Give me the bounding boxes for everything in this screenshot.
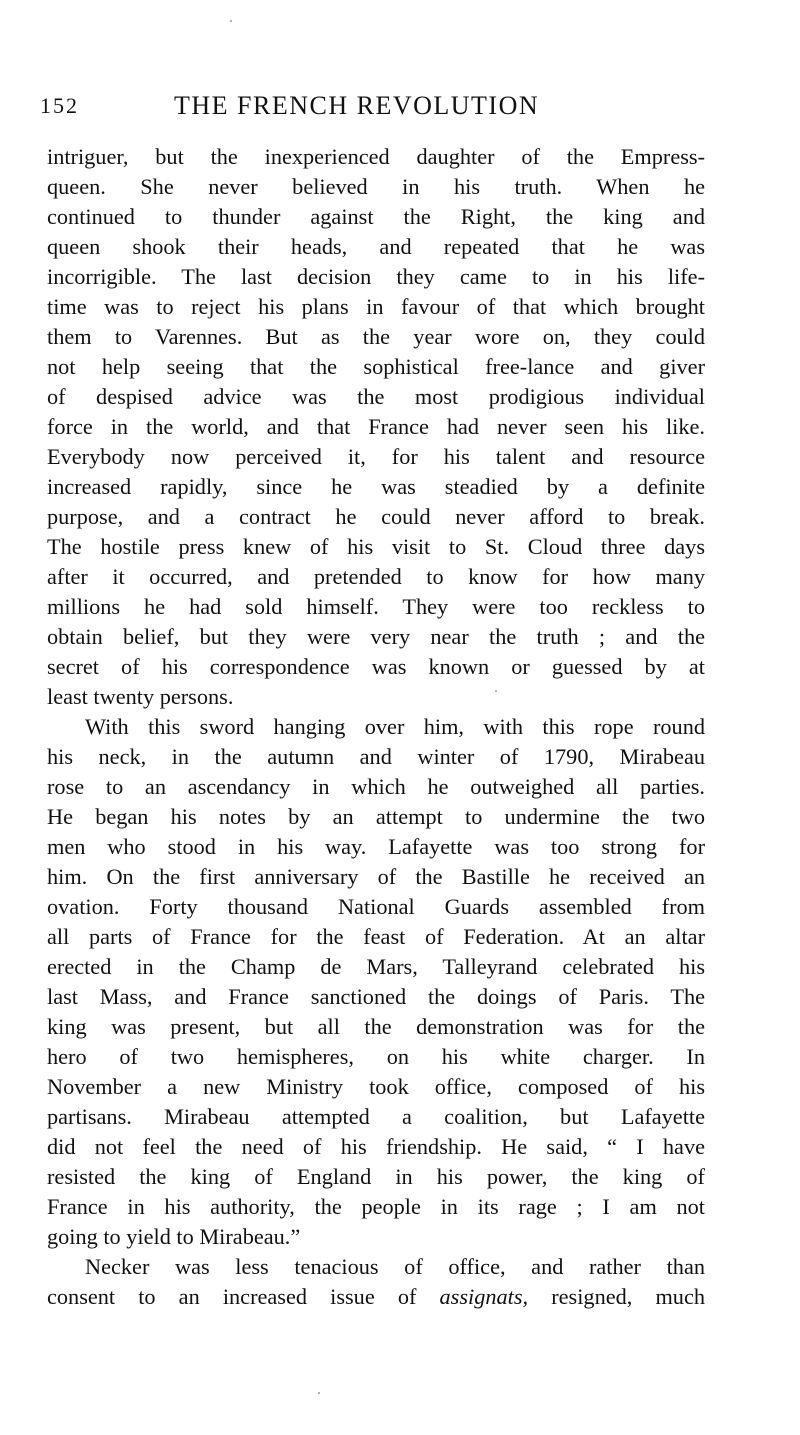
text-line: intriguer, but the inexperienced daughter of the Empress-	[47, 144, 705, 169]
page-number: 152	[40, 93, 79, 118]
text-line: time was to reject his plans in favour of that which brought	[47, 294, 705, 319]
text-line: secret of his correspondence was known or guessed by at	[47, 654, 705, 679]
text-line: not help seeing that the sophistical free-lance and giver	[47, 354, 705, 379]
text-line: queen shook their heads, and repeated that he was	[47, 234, 705, 259]
text-line: king was present, but all the demonstration was for the	[47, 1014, 705, 1039]
text-line: rose to an ascendancy in which he outweighed all parties.	[47, 774, 705, 799]
text-line: partisans. Mirabeau attempted a coalition, but Lafayette	[47, 1104, 705, 1129]
text-line: ovation. Forty thousand National Guards assembled from	[47, 894, 705, 919]
text-line: last Mass, and France sanctioned the doings of Paris. The	[47, 984, 705, 1009]
text-line: continued to thunder against the Right, the king and	[47, 204, 705, 229]
paragraph-start-line: Necker was less tenacious of office, and rather than	[85, 1254, 705, 1279]
text-line: queen. She never believed in his truth. When he	[47, 174, 705, 199]
text-line: of despised advice was the most prodigious individual	[47, 384, 705, 409]
text-line: resisted the king of England in his power, the king of	[47, 1164, 705, 1189]
body-text	[47, 142, 705, 1312]
text-line: least twenty persons.	[47, 684, 234, 709]
text-line: going to yield to Mirabeau.”	[47, 1224, 301, 1249]
text-line: The hostile press knew of his visit to St. Cloud three days	[47, 534, 705, 559]
text-line: after it occurred, and pretended to know for how many	[47, 564, 705, 589]
text-line: He began his notes by an attempt to undermine the two	[47, 804, 705, 829]
text-line: force in the world, and that France had never seen his like.	[47, 414, 705, 439]
paper-speck	[495, 690, 497, 692]
text-line: millions he had sold himself. They were too reckless to	[47, 594, 705, 619]
text-line: November a new Ministry took office, composed of his	[47, 1074, 705, 1099]
text-line: purpose, and a contract he could never afford to break.	[47, 504, 705, 529]
text-line: obtain belief, but they were very near the truth ; and the	[47, 624, 705, 649]
text-line: did not feel the need of his friendship. He said, “ I have	[47, 1134, 705, 1159]
text-line: increased rapidly, since he was steadied by a definite	[47, 474, 705, 499]
text-line: men who stood in his way. Lafayette was too strong for	[47, 834, 705, 859]
paper-speck	[318, 1392, 320, 1394]
running-head	[40, 88, 720, 124]
italic-word: assignats,	[439, 1284, 529, 1309]
final-line-start: consent to an increased issue of	[47, 1284, 440, 1309]
text-line: all parts of France for the feast of Federation. At an altar	[47, 924, 705, 949]
text-line: his neck, in the autumn and winter of 1790, Mirabeau	[47, 744, 705, 769]
text-line: erected in the Champ de Mars, Talleyrand celebrated his	[47, 954, 705, 979]
text-line: them to Varennes. But as the year wore on, they could	[47, 324, 705, 349]
text-line: hero of two hemispheres, on his white charger. In	[47, 1044, 705, 1069]
text-line: France in his authority, the people in its rage ; I am not	[47, 1194, 705, 1219]
text-line: incorrigible. The last decision they came to in his life-	[47, 264, 705, 289]
text-line: him. On the first anniversary of the Bastille he received an	[47, 864, 705, 889]
paper-speck	[230, 20, 232, 22]
paragraph-start-line: With this sword hanging over him, with this rope round	[85, 714, 705, 739]
final-line-end: resigned, much	[528, 1284, 705, 1309]
running-title: THE FRENCH REVOLUTION	[174, 91, 540, 120]
text-line: Everybody now perceived it, for his talent and resource	[47, 444, 705, 469]
text-line-with-italic	[47, 1282, 705, 1312]
